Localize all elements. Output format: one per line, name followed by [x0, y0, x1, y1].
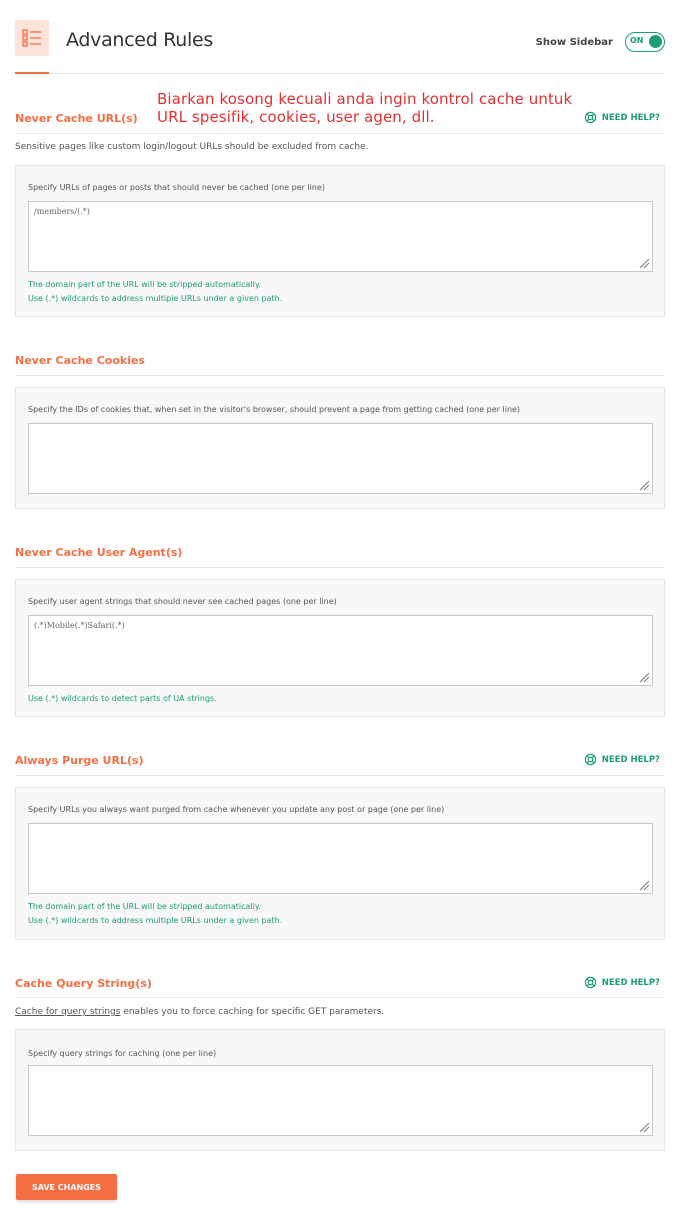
page-header — [15, 20, 665, 74]
always-purge-urls-panel — [15, 787, 665, 940]
lifebuoy-icon — [584, 753, 597, 766]
section-divider — [15, 997, 665, 998]
show-sidebar-toggle[interactable] — [625, 32, 665, 52]
advanced-rules-logo-icon — [15, 20, 49, 56]
need-help-label: NEED HELP? — [601, 754, 660, 765]
header-accent-underline — [15, 72, 49, 74]
never-cache-cookies-field-label: Specify the IDs of cookies that, when set in the visitor's browser, should prevent a page from getting cached (one per line) — [28, 405, 521, 414]
cache-query-strings-textarea[interactable] — [28, 1065, 653, 1136]
section-divider — [15, 775, 665, 776]
annotation-line-2: URL spesifik, cookies, user agen, dll. — [157, 108, 435, 126]
need-help-link[interactable] — [584, 753, 660, 766]
always-purge-urls-hint-2: Use (.*) wildcards to address multiple URLs under a given path. — [28, 916, 283, 925]
never-cache-urls-description: Sensitive pages like custom login/logout URLs should be excluded from cache. — [15, 142, 369, 152]
resize-grip-icon[interactable] — [639, 672, 650, 683]
lifebuoy-icon — [584, 976, 597, 989]
section-divider — [15, 375, 665, 376]
always-purge-urls-field-label: Specify URLs you always want purged from cache whenever you update any post or page (one per line) — [28, 805, 445, 814]
always-purge-urls-hint-1: The domain part of the URL will be stripped automatically. — [28, 902, 261, 911]
never-cache-cookies-panel — [15, 387, 665, 509]
always-purge-urls-textarea[interactable] — [28, 823, 653, 894]
toggle-knob — [649, 35, 662, 48]
resize-grip-icon[interactable] — [639, 1122, 650, 1133]
never-cache-cookies-textarea[interactable] — [28, 423, 653, 494]
need-help-label: NEED HELP? — [601, 977, 660, 988]
never-cache-user-agents-panel — [15, 579, 665, 717]
page-title: Advanced Rules — [66, 29, 213, 51]
cache-query-strings-title: Cache Query String(s) — [15, 977, 152, 990]
save-changes-button[interactable]: SAVE CHANGES — [16, 1174, 117, 1200]
cache-query-strings-panel — [15, 1029, 665, 1151]
never-cache-urls-field-label: Specify URLs of pages or posts that should never be cached (one per line) — [28, 183, 326, 192]
never-cache-user-agents-title: Never Cache User Agent(s) — [15, 546, 183, 559]
never-cache-user-agents-field-label: Specify user agent strings that should never see cached pages (one per line) — [28, 597, 337, 606]
resize-grip-icon[interactable] — [639, 480, 650, 491]
need-help-label: NEED HELP? — [601, 112, 660, 123]
never-cache-urls-title: Never Cache URL(s) — [15, 112, 138, 125]
resize-grip-icon[interactable] — [639, 258, 650, 269]
never-cache-user-agents-hint: Use (.*) wildcards to detect parts of UA strings. — [28, 694, 217, 703]
never-cache-urls-textarea[interactable] — [28, 201, 653, 272]
never-cache-urls-hint-2: Use (.*) wildcards to address multiple URLs under a given path. — [28, 294, 283, 303]
resize-grip-icon[interactable] — [639, 880, 650, 891]
show-sidebar-label: Show Sidebar — [535, 37, 613, 48]
always-purge-urls-title: Always Purge URL(s) — [15, 754, 144, 767]
cache-query-strings-link[interactable]: Cache for query strings — [15, 1007, 121, 1017]
never-cache-cookies-title: Never Cache Cookies — [15, 354, 145, 367]
cache-query-strings-description-text: enables you to force caching for specific GET parameters. — [120, 1007, 385, 1017]
annotation-note — [157, 90, 572, 126]
need-help-link[interactable] — [584, 111, 660, 124]
never-cache-urls-panel — [15, 165, 665, 317]
annotation-line-1: Biarkan kosong kecuali anda ingin kontrol cache untuk — [157, 90, 573, 108]
section-divider — [15, 133, 665, 134]
toggle-state-label: ON — [630, 36, 644, 45]
cache-query-strings-description — [15, 1007, 384, 1017]
never-cache-urls-hint-1: The domain part of the URL will be stripped automatically. — [28, 280, 261, 289]
cache-query-strings-field-label: Specify query strings for caching (one per line) — [28, 1049, 217, 1058]
lifebuoy-icon — [584, 111, 597, 124]
need-help-link[interactable] — [584, 976, 660, 989]
section-divider — [15, 567, 665, 568]
never-cache-user-agents-textarea[interactable] — [28, 615, 653, 686]
